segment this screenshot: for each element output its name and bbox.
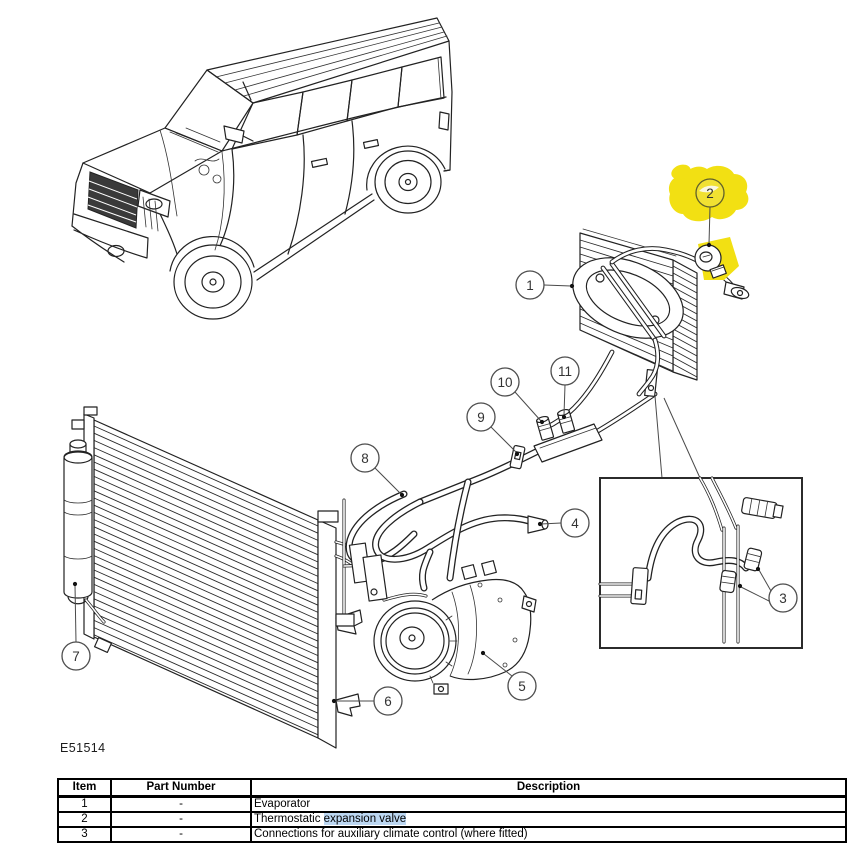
svg-text:2: 2 (706, 186, 714, 201)
cell-item: 3 (58, 827, 111, 842)
header-item: Item (58, 779, 111, 797)
service-port-low (536, 415, 554, 440)
connection-cap-b (720, 570, 737, 593)
svg-text:7: 7 (72, 649, 80, 664)
svg-text:9: 9 (477, 410, 485, 425)
svg-text:4: 4 (571, 516, 579, 531)
vehicle-headlight (138, 190, 170, 217)
cell-item: 2 (58, 812, 111, 827)
callout-2-highlighted (669, 162, 748, 247)
svg-text:8: 8 (361, 451, 369, 466)
vehicle-rear-wheel (375, 151, 441, 213)
compressor-illustration (374, 561, 536, 694)
parts-table-header-row (58, 779, 846, 797)
table-row-evaporator (58, 797, 846, 813)
vehicle-front-wheel (174, 245, 252, 319)
svg-text:11: 11 (557, 364, 573, 379)
callout-10 (491, 368, 544, 424)
inset-pipe-clip (631, 568, 648, 605)
cell-description: Connections for auxiliary climate control (where fitted) (251, 827, 846, 842)
svg-text:3: 3 (779, 591, 787, 606)
cell-description: Thermostatic expansion valve (251, 812, 846, 827)
cell-item: 1 (58, 797, 111, 813)
callout-9 (467, 403, 519, 456)
inset-detail-box (600, 478, 802, 648)
callout-1 (516, 271, 574, 299)
vehicle-illustration (72, 18, 452, 319)
cell-part-number: - (111, 812, 251, 827)
selected-text: expansion valve (323, 813, 407, 825)
figure-code: E51514 (60, 741, 106, 755)
parts-table (57, 778, 847, 843)
svg-text:1: 1 (526, 278, 534, 293)
cell-part-number: - (111, 827, 251, 842)
header-part-number: Part Number (111, 779, 251, 797)
svg-text:10: 10 (497, 375, 513, 390)
cell-description: Evaporator (251, 797, 846, 813)
callout-8 (351, 444, 404, 497)
table-row-expansion-valve (58, 812, 846, 827)
svg-text:5: 5 (518, 679, 526, 694)
condenser-illustration (72, 407, 384, 748)
svg-text:6: 6 (384, 694, 392, 709)
header-description: Description (251, 779, 846, 797)
cell-part-number: - (111, 797, 251, 813)
